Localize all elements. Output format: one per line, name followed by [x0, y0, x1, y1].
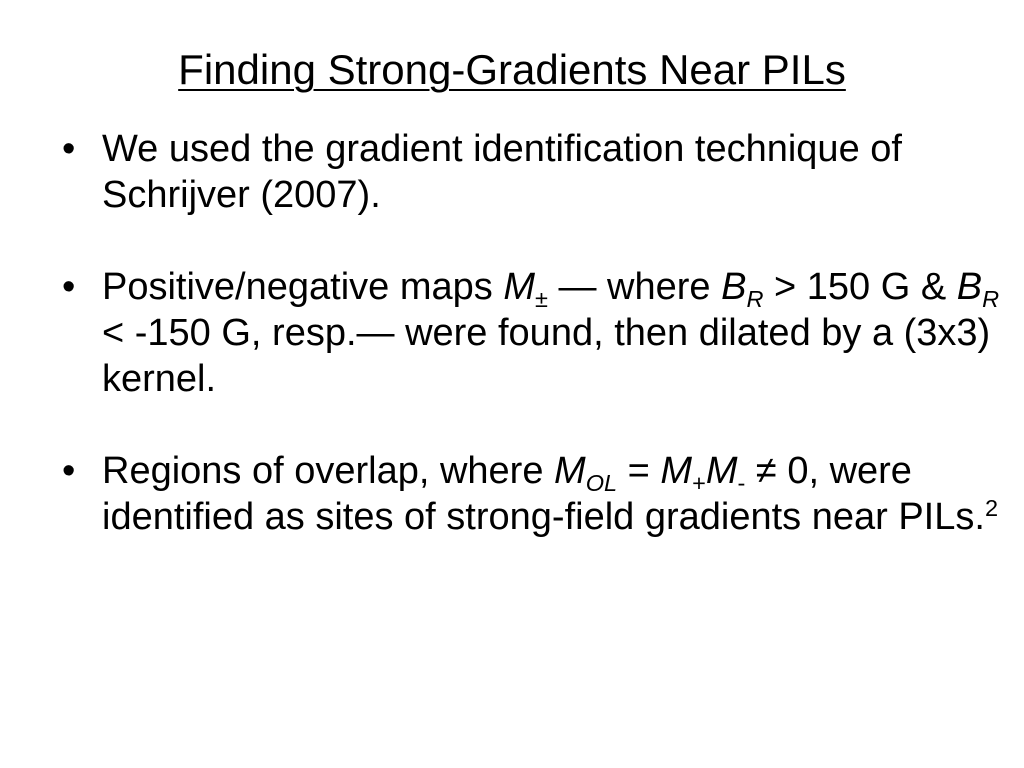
bullet-list	[60, 126, 1000, 540]
math-symbol-b: B	[956, 266, 983, 308]
bullet-text-part: Positive/negative maps	[102, 266, 504, 308]
math-subscript-r: R	[982, 285, 1000, 312]
bullet-text-part: =	[617, 450, 661, 492]
math-symbol-m: M	[705, 450, 738, 492]
math-subscript-plus-minus: ±	[534, 285, 548, 312]
math-subscript-minus: -	[737, 469, 746, 496]
bullet-text-part: ≠ 0, were identified as sites of strong-field gradients near PILs.	[102, 450, 985, 538]
math-symbol-m: M	[660, 450, 693, 492]
math-symbol-b: B	[721, 266, 747, 308]
bullet-text-part: > 150 G &	[763, 266, 957, 308]
bullet-text-part: — where	[547, 266, 722, 308]
math-subscript-r: R	[746, 285, 764, 312]
bullet-positive-negative-maps	[60, 264, 1000, 402]
bullet-dot-icon: •	[62, 266, 76, 308]
bullet-text-part: < -150 G, resp.— were found, then dilated by a (3x3) kernel.	[102, 312, 991, 400]
bullet-dot-icon: •	[62, 450, 76, 492]
math-subscript-plus: +	[692, 469, 706, 496]
math-symbol-m: M	[554, 450, 586, 492]
bullet-text-part: Regions of overlap, where	[102, 450, 555, 492]
bullet-regions-of-overlap	[60, 448, 1000, 540]
math-symbol-m: M	[503, 266, 535, 308]
bullet-gradient-technique	[60, 126, 1000, 218]
bullet-dot-icon: •	[62, 128, 76, 170]
footnote-marker: 2	[984, 495, 999, 522]
math-subscript-ol: OL	[585, 469, 618, 496]
slide-title: Finding Strong-Gradients Near PILs	[178, 46, 846, 93]
bullet-text: We used the gradient identification technique of Schrijver (2007).	[102, 128, 902, 216]
